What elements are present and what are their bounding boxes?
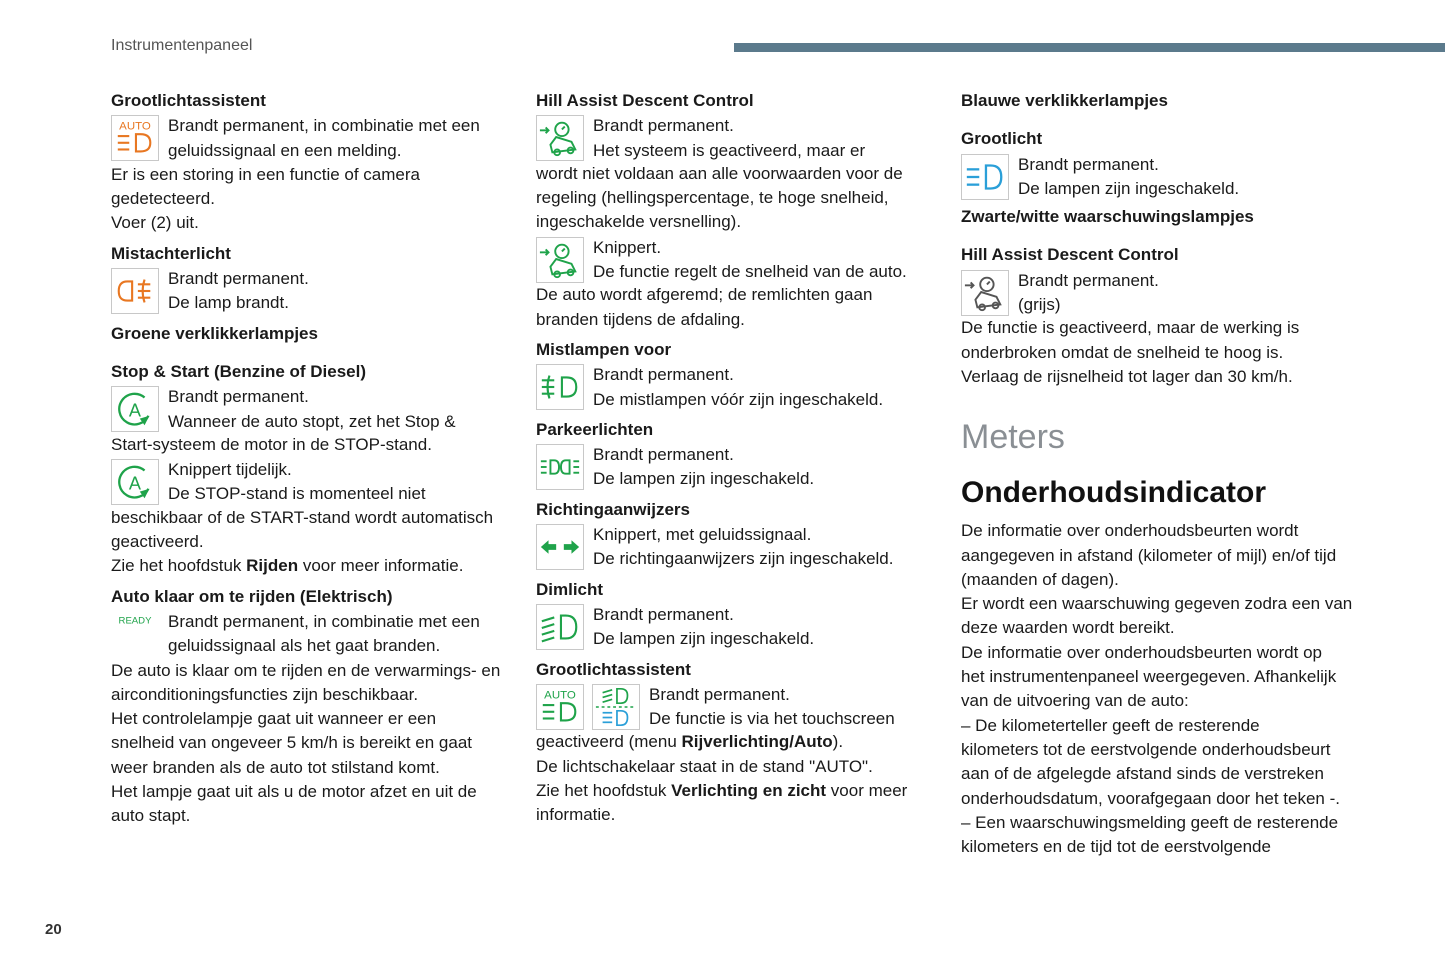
text-line: airconditioningsfuncties zijn beschikbaar.	[111, 684, 419, 704]
text-line: Wanneer de auto stopt, zet het Stop &	[168, 411, 456, 431]
front-fog-icon	[536, 364, 584, 410]
text-line-rijden-ref	[111, 554, 511, 578]
text-line: (grijs)	[1018, 295, 1061, 315]
heading-mistachterlicht: Mistachterlicht	[111, 243, 231, 263]
text-line: het instrumentenpaneel weergegeven. Afhankelijk	[961, 667, 1337, 687]
text-span: voor meer informatie.	[298, 556, 464, 576]
text-line: snelheid van ongeveer 5 km/h is bereikt en gaat	[111, 733, 473, 753]
heading-grootlicht: Grootlicht	[961, 129, 1043, 149]
entry-mistlampen-voor	[536, 363, 931, 412]
text-line: onderhoudsdatum, voorafgegaan door het teken -.	[961, 788, 1340, 808]
text-line: gedetecteerd.	[111, 189, 215, 209]
text-line-menu-ref	[536, 730, 931, 754]
text-line: Knippert tijdelijk.	[168, 460, 292, 480]
text-line: Het systeem is geactiveerd, maar er	[593, 140, 866, 160]
text-line: Knippert.	[593, 237, 662, 257]
heading-groene-verklikkerlampjes: Groene verklikkerlampjes	[111, 323, 318, 343]
text-line: – De kilometerteller geeft de resterende	[961, 715, 1260, 735]
hill-descent-icon	[536, 237, 584, 283]
text-line: Brandt permanent.	[593, 445, 734, 465]
text-line: Het lampje gaat uit als u de motor afzet en uit de	[111, 782, 477, 802]
title-onderhoudsindicator: Onderhoudsindicator	[961, 476, 1267, 510]
heading-zwart-wit: Zwarte/witte waarschuwingslampjes	[961, 207, 1254, 227]
text-line: De functie regelt de snelheid van de auto.	[593, 262, 907, 282]
ready-icon	[111, 611, 159, 657]
text-line: van de uitvoering van de auto:	[961, 691, 1189, 711]
entry-ready	[111, 610, 511, 659]
high-beam-icon	[961, 154, 1009, 200]
text-line: geluidssignaal en een melding.	[168, 140, 402, 160]
section-title-meters: Meters	[961, 418, 1065, 457]
text-span: geactiveerd (menu	[536, 732, 682, 752]
text-line: De lampen zijn ingeschakeld.	[1018, 178, 1240, 198]
icon-a-label: A	[128, 473, 142, 494]
icon-auto-label: AUTO	[119, 120, 151, 133]
text-line: De auto is klaar om te rijden en de verwarmings- en	[111, 660, 501, 680]
column-2	[536, 89, 931, 828]
entry-grootlicht	[961, 153, 1361, 202]
text-line: Verlaag de rijsnelheid tot lager dan 30 km/h.	[961, 366, 1293, 386]
text-line: weer branden als de auto tot stilstand komt.	[111, 757, 440, 777]
hill-descent-icon	[536, 115, 584, 161]
text-line: Brandt permanent.	[168, 269, 309, 289]
text-line: De mistlampen vóór zijn ingeschakeld.	[593, 389, 884, 409]
heading-hill-assist-grey: Hill Assist Descent Control	[961, 245, 1179, 265]
heading-parkeerlichten: Parkeerlichten	[536, 419, 654, 439]
text-line: Start-systeem de motor in de STOP-stand.	[111, 434, 432, 454]
text-line-chapter-ref	[536, 779, 931, 803]
text-line: branden tijdens de afdaling.	[536, 309, 745, 329]
entry-parkeerlichten	[536, 443, 931, 492]
text-line: Er wordt een waarschuwing gegeven zodra een van	[961, 594, 1353, 614]
text-line: informatie.	[536, 805, 616, 825]
text-line: Brandt permanent.	[593, 116, 734, 136]
auto-highbeam-icon	[536, 684, 584, 730]
page-number: 20	[45, 921, 62, 938]
heading-grootlichtassistent-2: Grootlichtassistent	[536, 659, 691, 679]
text-line: Brandt permanent.	[1018, 154, 1159, 174]
text-line: De richtingaanwijzers zijn ingeschakeld.	[593, 549, 894, 569]
text-line: De functie is geactiveerd, maar de werking is	[961, 318, 1300, 338]
text-line: De auto wordt afgeremd; de remlichten gaan	[536, 285, 873, 305]
entry-grootlichtassistent-2	[536, 683, 931, 732]
heading-dimlicht: Dimlicht	[536, 579, 604, 599]
text-line: beschikbaar of de START-stand wordt automatisch	[111, 507, 494, 527]
entry-dimlicht	[536, 603, 931, 652]
hill-descent-icon	[961, 270, 1009, 316]
text-line: Brandt permanent.	[168, 387, 309, 407]
text-line: aangegeven in afstand (kilometer of mijl) en/of tijd	[961, 545, 1337, 565]
text-line: regeling (hellingspercentage, te hoge snelheid,	[536, 188, 889, 208]
text-line: De lamp brandt.	[168, 293, 289, 313]
heading-richtingaanwijzers: Richtingaanwijzers	[536, 499, 690, 519]
text-line: aan of de afgelegde afstand sinds de verstreken	[961, 764, 1324, 784]
heading-mistlampen-voor: Mistlampen voor	[536, 339, 672, 359]
icon-ready-label: READY	[118, 615, 152, 627]
entry-mistachterlicht	[111, 267, 511, 316]
entry-grootlichtassistent	[111, 114, 511, 163]
stop-start-icon	[111, 459, 159, 505]
entry-richtingaanwijzers	[536, 523, 931, 572]
heading-blauwe-verklikkerlampjes: Blauwe verklikkerlampjes	[961, 91, 1168, 110]
text-line: Brandt permanent.	[1018, 270, 1159, 290]
text-span: Zie het hoofdstuk	[536, 781, 672, 801]
heading-grootlichtassistent: Grootlichtassistent	[111, 91, 266, 110]
text-line: Brandt permanent, in combinatie met een	[168, 611, 480, 631]
text-line: (maanden of dagen).	[961, 569, 1119, 589]
highbeam-lowbeam-icon	[592, 684, 640, 730]
entry-hill-assist-blink	[536, 236, 931, 285]
text-line: De lampen zijn ingeschakeld.	[593, 469, 815, 489]
text-line: Het controlelampje gaat uit wanneer er een	[111, 709, 437, 729]
entry-hill-assist	[536, 114, 931, 163]
icon-a-label: A	[128, 400, 142, 421]
text-line: De lampen zijn ingeschakeld.	[593, 629, 815, 649]
entry-hill-assist-grey	[961, 269, 1361, 318]
header-bar	[734, 43, 1445, 52]
text-span: ).	[832, 732, 844, 752]
text-line: onderbroken omdat de snelheid te hoog is.	[961, 342, 1284, 362]
parking-lights-icon	[536, 444, 584, 490]
text-line: Er is een storing in een functie of camera	[111, 164, 420, 184]
icon-auto-label: AUTO	[544, 689, 576, 702]
text-line: De STOP-stand is momenteel niet	[168, 484, 426, 504]
page-header-title: Instrumentenpaneel	[111, 37, 253, 54]
rear-fog-icon	[111, 268, 159, 314]
text-line: geactiveerd.	[111, 532, 204, 552]
stop-start-icon	[111, 386, 159, 432]
text-line: ingeschakelde versnelling).	[536, 212, 742, 232]
entry-stop-start	[111, 385, 511, 434]
column-3	[961, 89, 1361, 859]
column-1	[111, 89, 511, 829]
text-line: kilometers tot de eerstvolgende onderhoudsbeurt	[961, 739, 1331, 759]
text-line: Brandt permanent.	[649, 684, 790, 704]
turn-signal-icon	[536, 524, 584, 570]
text-line: auto stapt.	[111, 806, 191, 826]
text-line: Brandt permanent, in combinatie met een	[168, 116, 480, 136]
text-span: Zie het hoofdstuk	[111, 556, 247, 576]
text-span: voor meer	[826, 781, 908, 801]
text-line: De informatie over onderhoudsbeurten wordt op	[961, 642, 1322, 662]
text-line: De informatie over onderhoudsbeurten wordt	[961, 521, 1299, 541]
text-line: – Een waarschuwingsmelding geeft de resterende	[961, 812, 1339, 832]
low-beam-icon	[536, 604, 584, 650]
entry-stop-start-blink	[111, 458, 511, 507]
text-line: deze waarden wordt bereikt.	[961, 618, 1175, 638]
heading-auto-klaar: Auto klaar om te rijden (Elektrisch)	[111, 586, 393, 606]
bold-ref-menu: Rijverlichting/Auto	[681, 732, 833, 752]
bold-ref-verlichting: Verlichting en zicht	[671, 781, 827, 801]
bold-ref-rijden: Rijden	[246, 556, 299, 576]
auto-highbeam-icon	[111, 115, 159, 161]
text-line: geluidssignaal als het gaat branden.	[168, 636, 441, 656]
heading-stop-start: Stop & Start (Benzine of Diesel)	[111, 361, 367, 381]
text-line: Voer (2) uit.	[111, 213, 199, 233]
text-line: Knippert, met geluidssignaal.	[593, 525, 812, 545]
text-line: wordt niet voldaan aan alle voorwaarden voor de	[536, 163, 903, 183]
text-line: kilometers en de tijd tot de eerstvolgende	[961, 837, 1271, 857]
text-line: De functie is via het touchscreen	[649, 709, 895, 729]
text-line: Brandt permanent.	[593, 365, 734, 385]
text-line: Brandt permanent.	[593, 604, 734, 624]
heading-hill-assist: Hill Assist Descent Control	[536, 91, 754, 110]
text-line: De lichtschakelaar staat in de stand "AUTO".	[536, 756, 873, 776]
